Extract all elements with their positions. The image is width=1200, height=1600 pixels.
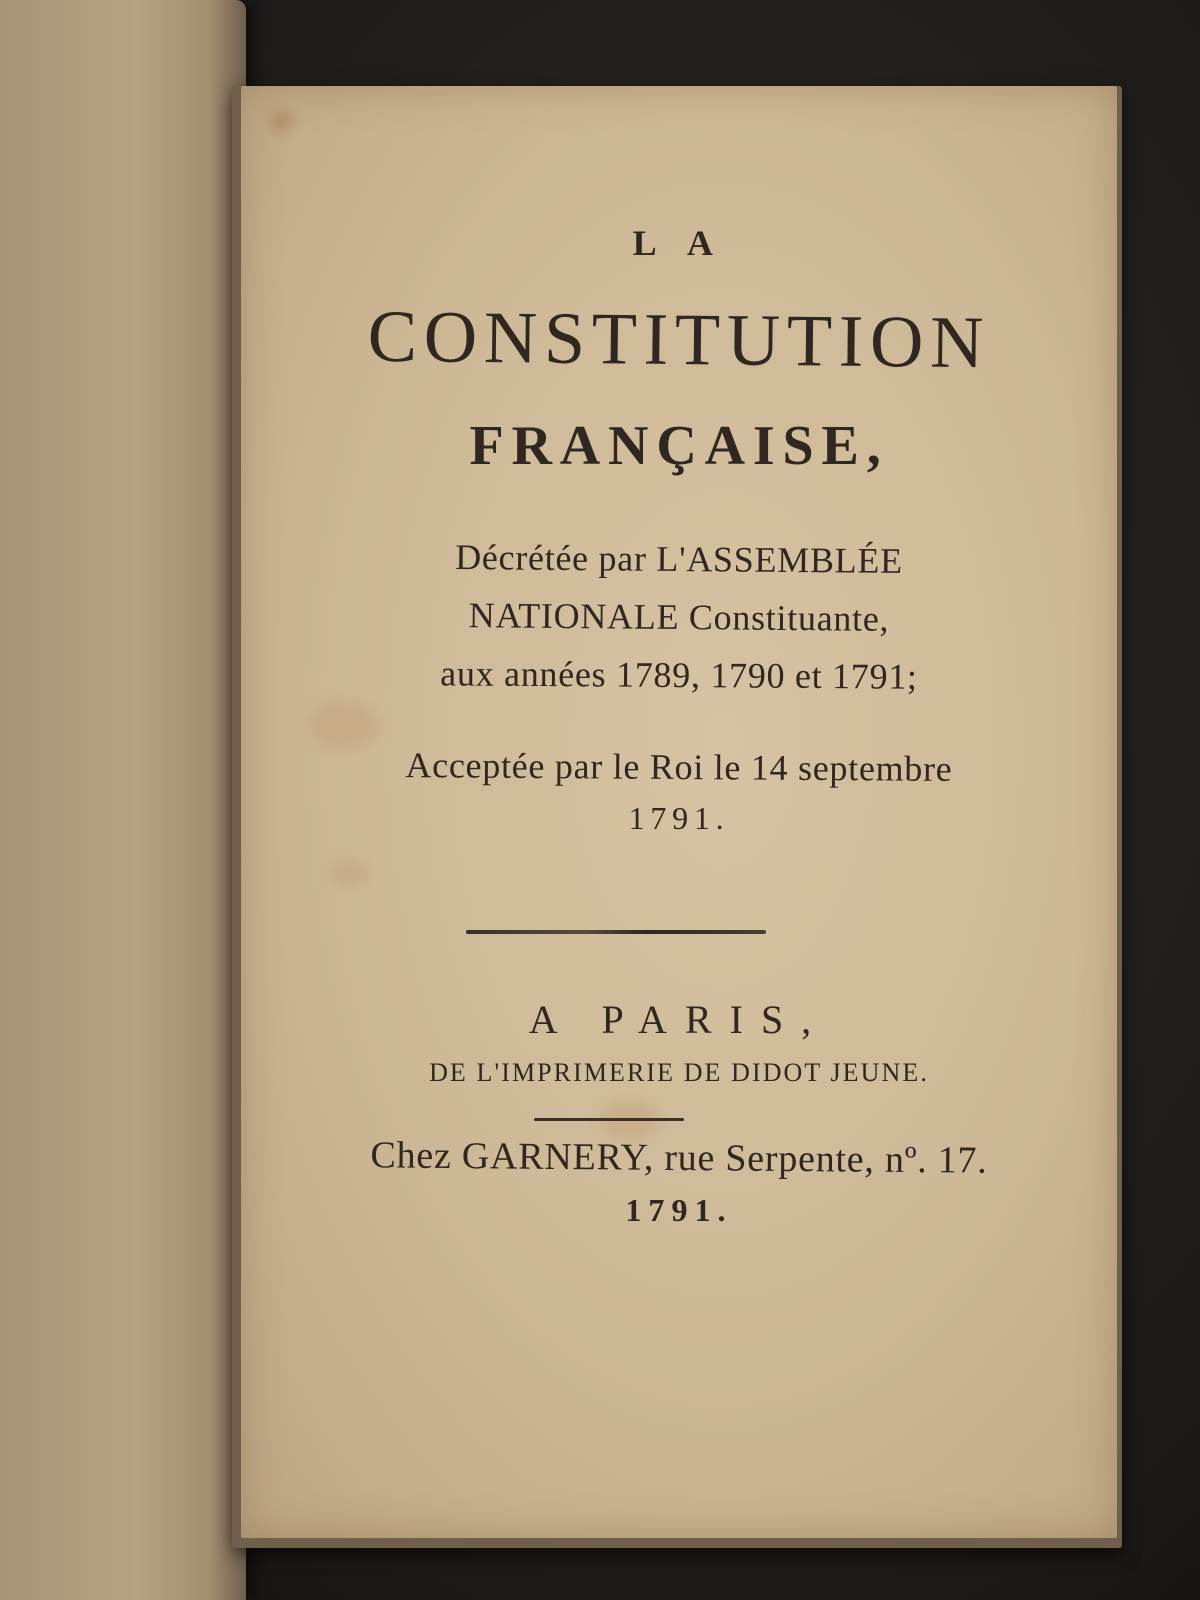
decree-line-1: Décrétée par L'ASSEMBLÉE	[455, 537, 903, 581]
imprint-printer: DE L'IMPRIMERIE DE DIDOT JEUNE.	[429, 1058, 929, 1087]
imprint-year: 1791.	[625, 1192, 733, 1228]
title-main: CONSTITUTION	[367, 295, 991, 385]
title-article: L A	[632, 223, 726, 263]
acceptance-line: Acceptée par le Roi le 14 septembre	[405, 745, 953, 789]
decree-line-3: aux années 1789, 1790 et 1791;	[440, 653, 918, 697]
imprint-publisher: Chez GARNERY, rue Serpente, nº. 17.	[370, 1134, 988, 1182]
title-subtitle: FRANÇAISE,	[469, 415, 889, 477]
imprint-city: A PARIS,	[528, 997, 830, 1042]
ornamental-rule	[466, 930, 766, 934]
short-rule	[534, 1118, 684, 1121]
foxing-stain	[330, 860, 370, 886]
left-page-flyleaf	[0, 0, 246, 1600]
acceptance-year: 1791.	[628, 800, 730, 836]
decree-line-2: NATIONALE Constituante,	[468, 595, 890, 639]
foxing-stain	[270, 110, 292, 132]
